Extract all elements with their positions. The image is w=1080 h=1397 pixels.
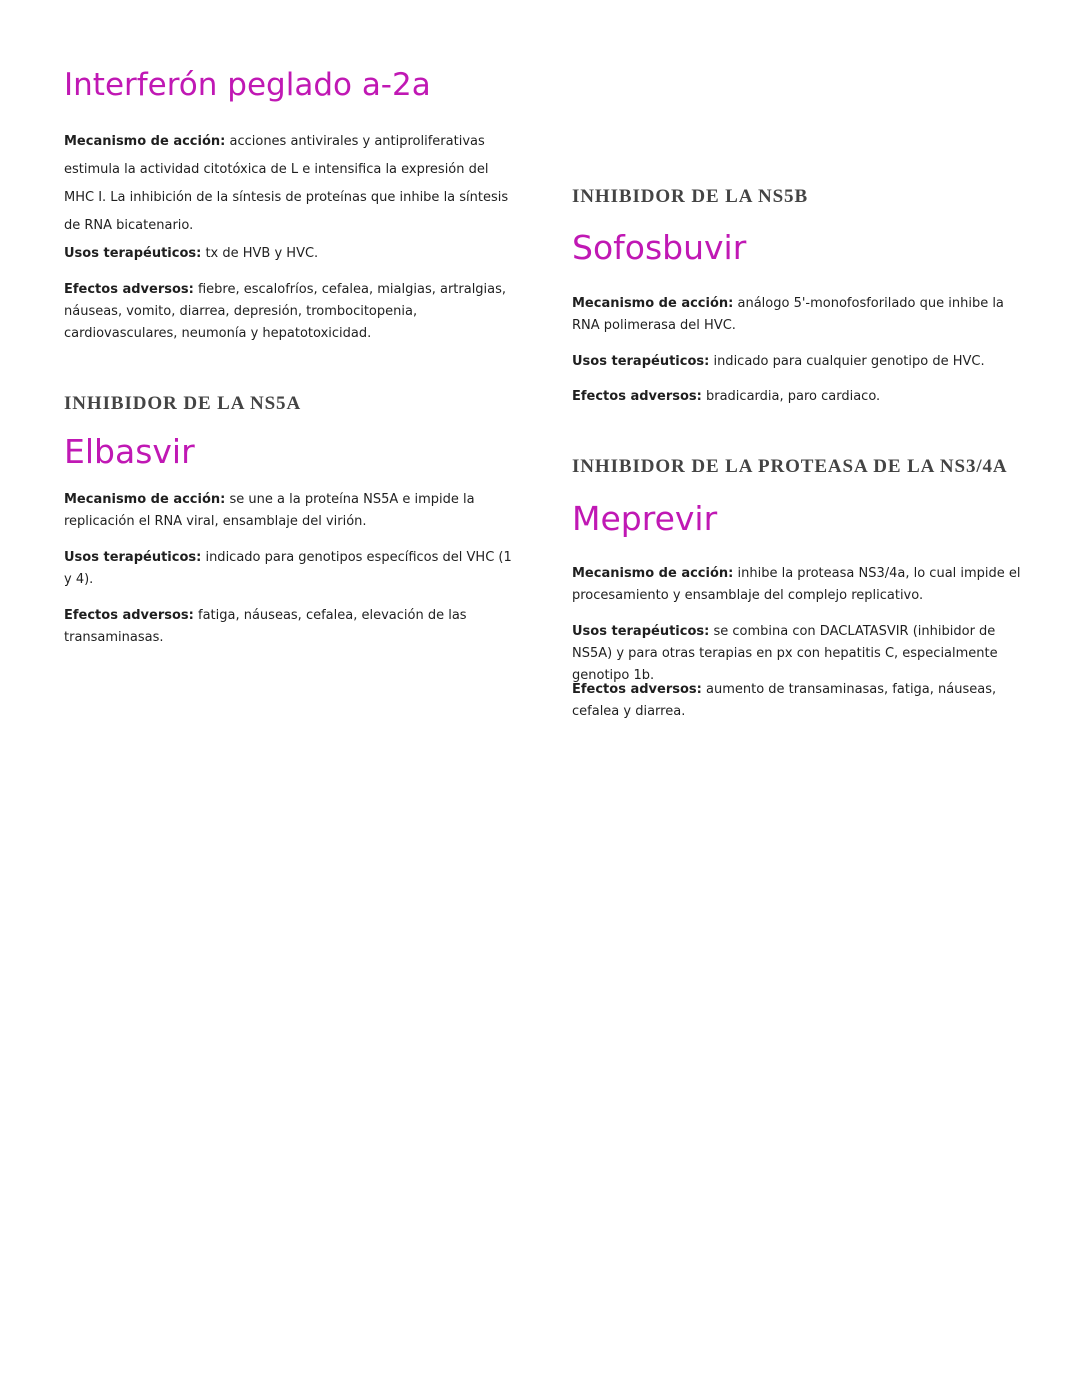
- usos-paragraph: [64, 240, 514, 268]
- efectos-text: fatiga, náuseas, cefalea, elevación de las transaminasas.: [64, 608, 467, 645]
- section-heading-ns5a: INHIBIDOR DE LA NS5A: [64, 393, 302, 414]
- efectos-label: Efectos adversos:: [572, 682, 702, 697]
- mecanismo-paragraph: [64, 128, 514, 240]
- efectos-text: fiebre, escalofríos, cefalea, mialgias, artralgias, náuseas, vomito, diarrea, depresión, trombocitopenia, cardiovasculares, neumonía y hepatotoxicidad.: [64, 282, 507, 341]
- usos-label: Usos terapéuticos:: [572, 624, 710, 639]
- mecanismo-paragraph: [64, 489, 514, 533]
- mecanismo-text: inhibe la proteasa NS3/4a, lo cual impide el procesamiento y ensamblaje del complejo replicativo.: [572, 566, 1021, 603]
- usos-text: indicado para cualquier genotipo de HVC.: [709, 354, 985, 369]
- drug-title-meprevir: Meprevir: [572, 499, 718, 538]
- usos-text: se combina con DACLATASVIR (inhibidor de NS5A) y para otras terapias en px con hepatitis C, especialmente genotipo 1b.: [572, 624, 998, 683]
- drug-title-sofosbuvir: Sofosbuvir: [572, 228, 747, 267]
- efectos-label: Efectos adversos:: [64, 282, 194, 297]
- efectos-text: bradicardia, paro cardiaco.: [701, 389, 881, 404]
- mecanismo-text: acciones antivirales y antiproliferativas estimula la actividad citotóxica de L e intensifica la expresión del MHC I. La inhibición de la síntesis de proteínas que inhibe la síntesis de RNA bicatenario.: [64, 134, 509, 233]
- efectos-label: Efectos adversos:: [572, 389, 702, 404]
- usos-label: Usos terapéuticos:: [64, 246, 202, 261]
- usos-paragraph: [572, 621, 1028, 687]
- drug-title-interferon: Interferón peglado a-2a: [64, 67, 431, 103]
- mecanismo-paragraph: [572, 293, 1028, 337]
- mecanismo-label: Mecanismo de acción:: [64, 492, 226, 507]
- drug-title-elbasvir: Elbasvir: [64, 432, 195, 471]
- mecanismo-label: Mecanismo de acción:: [64, 134, 226, 149]
- section-heading-ns34a: INHIBIDOR DE LA PROTEASA DE LA NS3/4A: [572, 456, 1008, 477]
- efectos-paragraph: [572, 386, 1028, 408]
- mecanismo-paragraph: [572, 563, 1028, 607]
- efectos-paragraph: [572, 679, 1028, 723]
- mecanismo-label: Mecanismo de acción:: [572, 566, 734, 581]
- efectos-paragraph: [64, 605, 514, 649]
- usos-label: Usos terapéuticos:: [64, 550, 202, 565]
- usos-paragraph: [572, 351, 1028, 373]
- efectos-paragraph: [64, 279, 514, 345]
- mecanismo-text: análogo 5'-monofosforilado que inhibe la RNA polimerasa del HVC.: [572, 296, 1004, 333]
- mecanismo-text: se une a la proteína NS5A e impide la replicación el RNA viral, ensamblaje del virión.: [64, 492, 475, 529]
- usos-text: indicado para genotipos específicos del VHC (1 y 4).: [64, 550, 512, 587]
- efectos-text: aumento de transaminasas, fatiga, náuseas, cefalea y diarrea.: [572, 682, 997, 719]
- usos-text: tx de HVB y HVC.: [201, 246, 319, 261]
- section-heading-ns5b: INHIBIDOR DE LA NS5B: [572, 186, 809, 207]
- efectos-label: Efectos adversos:: [64, 608, 194, 623]
- usos-label: Usos terapéuticos:: [572, 354, 710, 369]
- usos-paragraph: [64, 547, 514, 591]
- mecanismo-label: Mecanismo de acción:: [572, 296, 734, 311]
